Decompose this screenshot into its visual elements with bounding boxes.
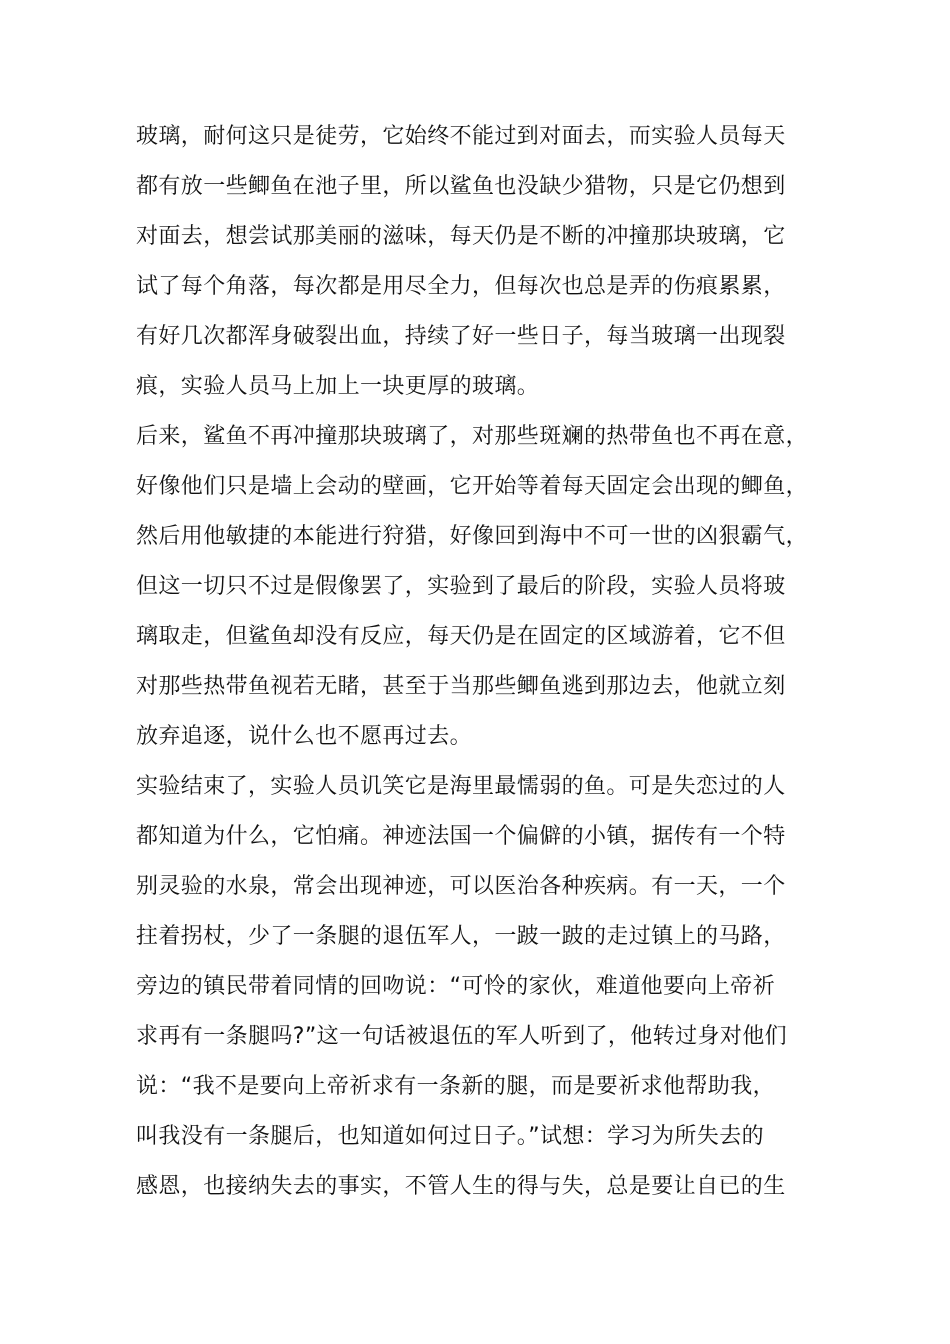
text-line: 实验结束了，实验人员讥笑它是海里最懦弱的鱼。可是失恋过的人 [136,774,786,799]
text-line: 求再有一条腿吗?”这一句话被退伍的军人听到了，他转过身对他们 [136,1024,788,1049]
text-line: 玻璃，耐何这只是徒劳，它始终不能过到对面去，而实验人员每天 [136,124,786,149]
text-line: 对那些热带鱼视若无睹，甚至于当那些鲫鱼逃到那边去，他就立刻 [136,674,786,699]
text-line: 旁边的镇民带着同情的回吻说：“可怜的家伙，难道他要向上帝祈 [136,974,775,999]
text-line: 好像他们只是墙上会动的壁画，它开始等着每天固定会出现的鲫鱼， [136,474,809,499]
text-line: 都知道为什么，它怕痛。神迹法国一个偏僻的小镇，据传有一个特 [136,824,786,849]
text-line: 别灵验的水泉，常会出现神迹，可以医治各种疾病。有一天，一个 [136,874,786,899]
text-line: 璃取走，但鲨鱼却没有反应，每天仍是在固定的区域游着，它不但 [136,624,786,649]
text-line: 都有放一些鲫鱼在池子里，所以鲨鱼也没缺少猎物，只是它仍想到 [136,174,786,199]
text-line: 有好几次都浑身破裂出血，持续了好一些日子，每当玻璃一出现裂 [136,324,786,349]
text-line: 说：“我不是要向上帝祈求有一条新的腿，而是要祈求他帮助我， [136,1074,775,1099]
text-line: 但这一切只不过是假像罢了，实验到了最后的阶段，实验人员将玻 [136,574,786,599]
text-line: 后来，鲨鱼不再冲撞那块玻璃了，对那些斑斓的热带鱼也不再在意， [136,424,809,449]
text-line: 感恩，也接纳失去的事实，不管人生的得与失，总是要让自已的生 [136,1174,786,1199]
text-line: 拄着拐杖，少了一条腿的退伍军人，一跛一跛的走过镇上的马路， [136,924,786,949]
text-line: 试了每个角落，每次都是用尽全力，但每次也总是弄的伤痕累累， [136,274,786,299]
text-line: 叫我没有一条腿后，也知道如何过日子。”试想：学习为所失去的 [136,1124,764,1149]
text-line: 痕，实验人员马上加上一块更厚的玻璃。 [136,374,540,399]
text-line: 放弃追逐，说什么也不愿再过去。 [136,724,473,749]
text-line: 对面去，想尝试那美丽的滋味，每天仍是不断的冲撞那块玻璃，它 [136,224,786,249]
body-text [136,112,836,1212]
text-line: 然后用他敏捷的本能进行狩猎，好像回到海中不可一世的凶狠霸气， [136,524,809,549]
